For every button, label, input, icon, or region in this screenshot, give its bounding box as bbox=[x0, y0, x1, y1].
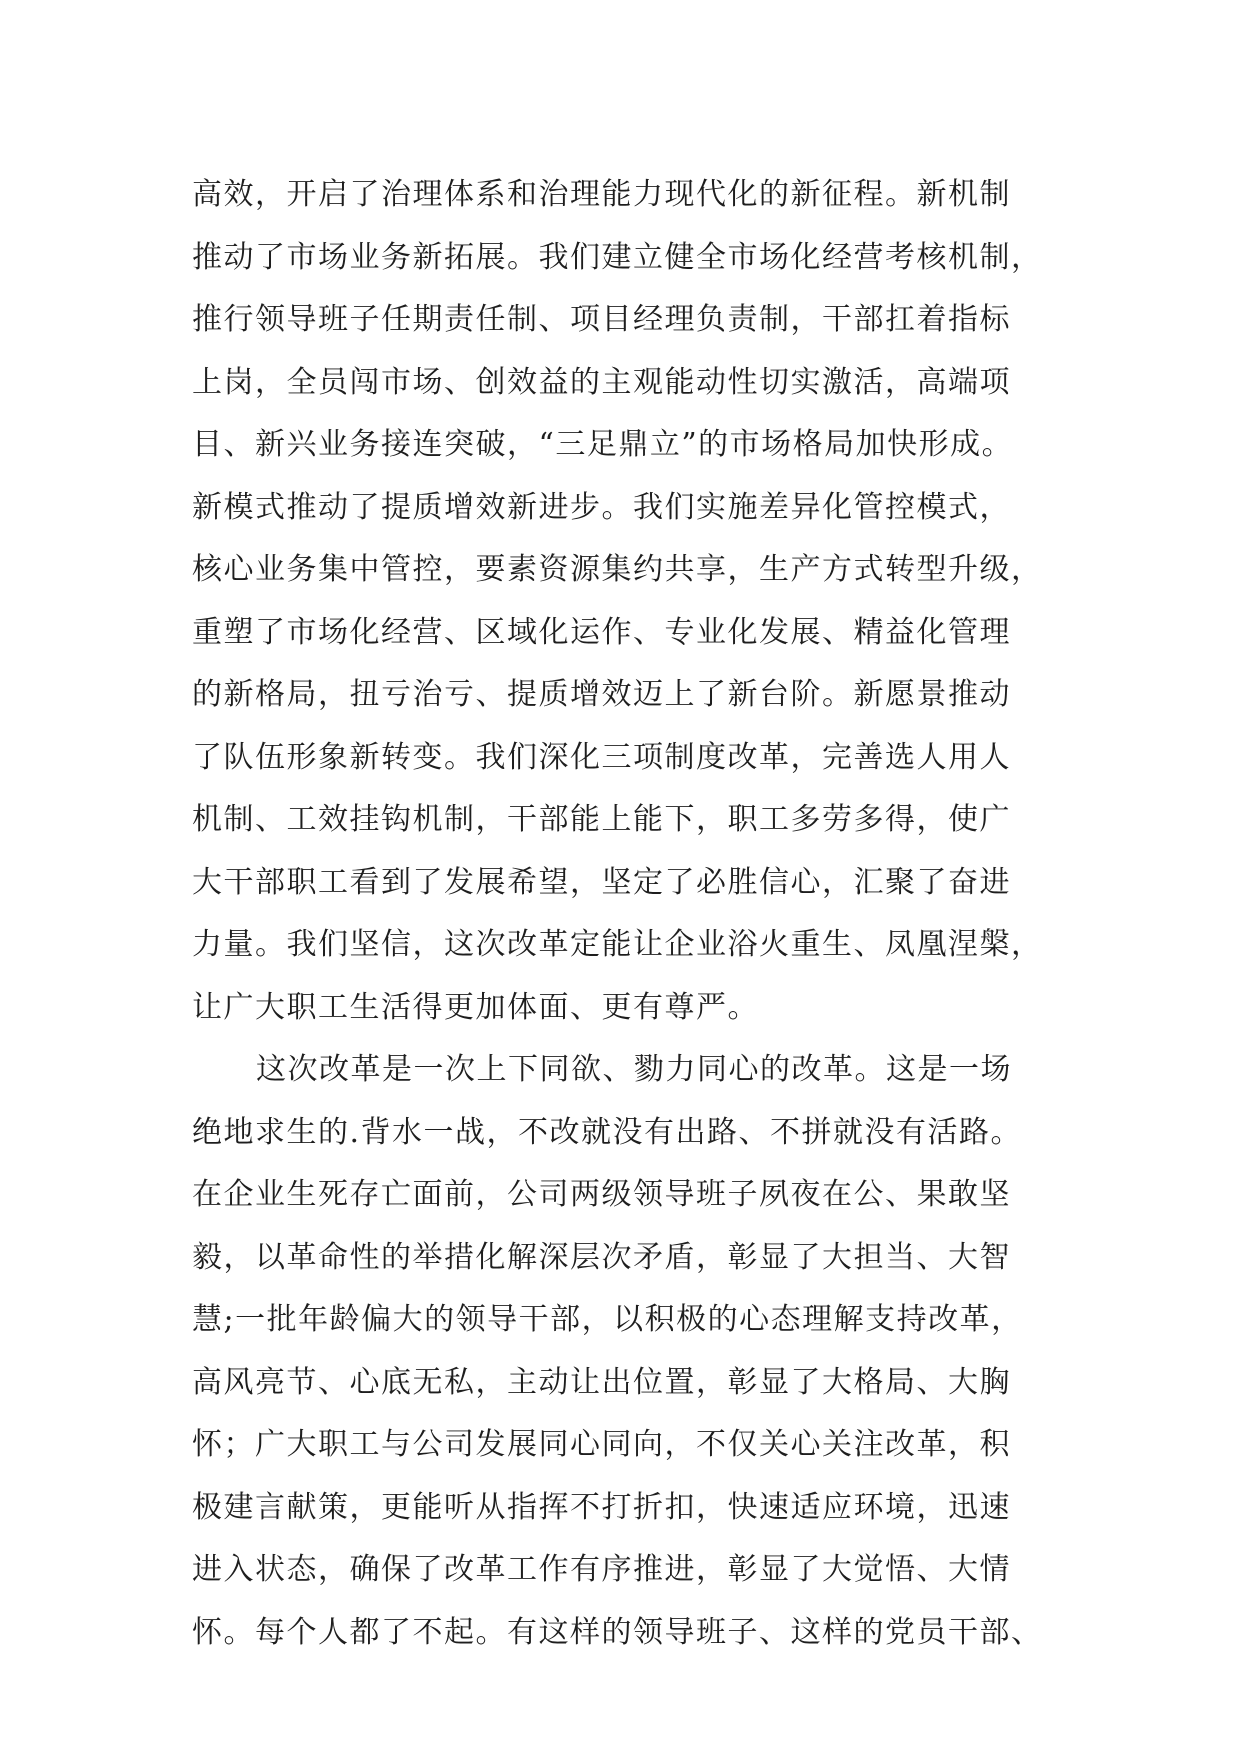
text-line: 重塑了市场化经营、区域化运作、专业化发展、精益化管理 bbox=[192, 614, 1011, 650]
text-line: 核心业务集中管控，要素资源集约共享，生产方式转型升级， bbox=[192, 552, 1043, 587]
paragraph-start-line: 这次改革是一次上下同欲、勠力同心的改革。这是一场 bbox=[256, 1052, 1012, 1087]
text-line: 高风亮节、心底无私，主动让出位置，彰显了大格局、大胸 bbox=[192, 1364, 1011, 1400]
text-line: 上岗，全员闯市场、创效益的主观能动性切实激活，高端项 bbox=[192, 364, 1011, 400]
text-line: 高效，开启了治理体系和治理能力现代化的新征程。新机制 bbox=[192, 177, 1011, 212]
text-line: 力量。我们坚信，这次改革定能让企业浴火重生、凤凰涅槃， bbox=[192, 927, 1043, 962]
text-line: 极建言献策，更能听从指挥不打折扣，快速适应环境，迅速 bbox=[192, 1489, 1011, 1525]
text-line: 推动了市场业务新拓展。我们建立健全市场化经营考核机制， bbox=[192, 239, 1043, 275]
text-line: 新模式推动了提质增效新进步。我们实施差异化管控模式， bbox=[192, 489, 1011, 525]
body-text bbox=[192, 164, 1072, 1664]
text-line: 推行领导班子任期责任制、项目经理负责制，干部扛着指标 bbox=[192, 302, 1011, 337]
text-line: 毅，以革命性的举措化解深层次矛盾，彰显了大担当、大智 bbox=[192, 1239, 1011, 1275]
text-line: 慧;一批年龄偏大的领导干部，以积极的心态理解支持改革， bbox=[192, 1302, 1023, 1337]
text-line: 让广大职工生活得更加体面、更有尊严。 bbox=[192, 989, 759, 1025]
text-line: 进入状态，确保了改革工作有序推进，彰显了大觉悟、大情 bbox=[192, 1552, 1011, 1587]
text-line: 大干部职工看到了发展希望，坚定了必胜信心，汇聚了奋进 bbox=[192, 864, 1011, 900]
text-line: 的新格局，扭亏治亏、提质增效迈上了新台阶。新愿景推动 bbox=[192, 677, 1011, 712]
text-line: 了队伍形象新转变。我们深化三项制度改革，完善选人用人 bbox=[192, 739, 1011, 775]
text-line: 怀。每个人都了不起。有这样的领导班子、这样的党员干部、 bbox=[192, 1614, 1043, 1650]
text-line: 机制、工效挂钩机制，干部能上能下，职工多劳多得，使广 bbox=[192, 802, 1011, 837]
text-line: 绝地求生的.背水一战，不改就没有出路、不拼就没有活路。 bbox=[192, 1114, 1023, 1150]
text-line: 目、新兴业务接连突破，“三足鼎立”的市场格局加快形成。 bbox=[192, 427, 1014, 462]
text-line: 在企业生死存亡面前，公司两级领导班子夙夜在公、果敢坚 bbox=[192, 1177, 1011, 1212]
text-line: 怀；广大职工与公司发展同心同向，不仅关心关注改革，积 bbox=[192, 1427, 1011, 1462]
